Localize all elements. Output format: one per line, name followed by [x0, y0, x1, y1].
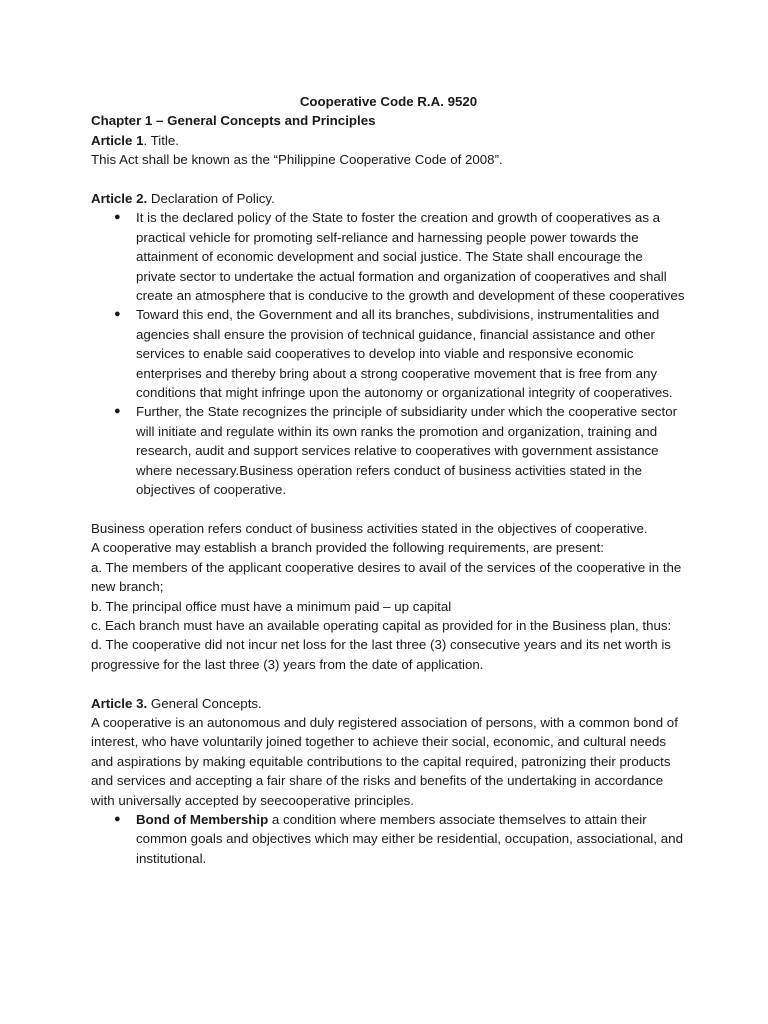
article-3-heading [91, 694, 686, 713]
article-1-heading [91, 131, 686, 150]
requirement-d: d. The cooperative did not incur net loss for the last three (3) consecutive years and its net worth is progressive for the last three (3) years from the date of application. [91, 637, 671, 672]
document-title: Cooperative Code R.A. 9520 [299, 94, 478, 109]
article-2-title: Declaration of Policy. [147, 191, 275, 207]
list-item [91, 402, 686, 499]
article-3-text: A cooperative is an autonomous and duly registered association of persons, with a common bond of interest, who have voluntarily joined together to achieve their social, economic, and cultural needs and aspirations by making equitable contributions to the capital required, patronizing their products and services and accepting a fair share of the risks and benefits of the undertaking in accordance with universally accepted by seecooperative principles. [91, 714, 678, 808]
list-item [91, 810, 686, 868]
blank-line [91, 674, 686, 693]
requirement-c: c. Each branch must have an available operating capital as provided for in the Business plan, thus: [91, 617, 672, 633]
bond-of-membership-definition: a condition where members associate themselves to attain their common goals and objectives which may either be residential, occupation, associational, and institutional. [136, 811, 683, 866]
article-2-bullet-list [91, 208, 686, 499]
article-2-heading [91, 189, 686, 208]
article-2-label: Article 2. [91, 191, 148, 207]
list-item [91, 305, 686, 402]
article-1-label: Article 1 [91, 132, 144, 148]
bond-of-membership-term: Bond of Membership [136, 811, 269, 827]
document-page [91, 92, 686, 868]
list-item-text: Toward this end, the Government and all its branches, subdivisions, instrumentalities and agencies shall ensure the provision of technical guidance, financial assistance and other services to enable said cooperatives to develop into viable and responsive economic enterprises and thereby bring about a strong cooperative movement that is free from any conditions that might infringe upon the autonomy or organizational integrity of cooperatives. [136, 307, 673, 401]
chapter-heading: Chapter 1 – General Concepts and Principles [91, 113, 376, 129]
article-3-bullet-list [91, 810, 686, 868]
requirement-a: a. The members of the applicant cooperative desires to avail of the services of the cooperative in the new branch; [91, 559, 682, 595]
blank-line [91, 170, 686, 189]
article-1-text: This Act shall be known as the “Philippine Cooperative Code of 2008”. [91, 152, 503, 168]
article-3-label: Article 3. [91, 695, 148, 711]
bullet-icon: ● [114, 308, 121, 321]
bullet-icon: ● [114, 211, 121, 224]
bullet-icon: ● [114, 405, 121, 418]
business-paragraph-1: Business operation refers conduct of business activities stated in the objectives of cooperative. [91, 520, 648, 536]
list-item [91, 208, 686, 305]
article-3-title: General Concepts. [147, 695, 262, 711]
list-item-text: Further, the State recognizes the principle of subsidiarity under which the cooperative sector will initiate and regulate within its own ranks the promotion and organization, training and research, audit and support services relative to cooperatives with government assistance where necessary.Business operation refers conduct of business activities stated in the objectives of cooperative. [136, 404, 678, 498]
list-item-text: It is the declared policy of the State to foster the creation and growth of cooperatives as a practical vehicle for promoting self-reliance and harnessing people power towards the attainment of economic development and social justice. The State shall encourage the private sector to undertake the actual formation and organization of cooperatives and shall create an atmosphere that is conducive to the growth and development of these cooperatives [136, 210, 685, 304]
article-1-title: . Title. [143, 132, 179, 148]
blank-line [91, 500, 686, 519]
bullet-icon: ● [114, 812, 121, 825]
business-paragraph-2: A cooperative may establish a branch provided the following requirements, are present: [91, 540, 604, 556]
requirement-b: b. The principal office must have a minimum paid – up capital [91, 598, 452, 614]
